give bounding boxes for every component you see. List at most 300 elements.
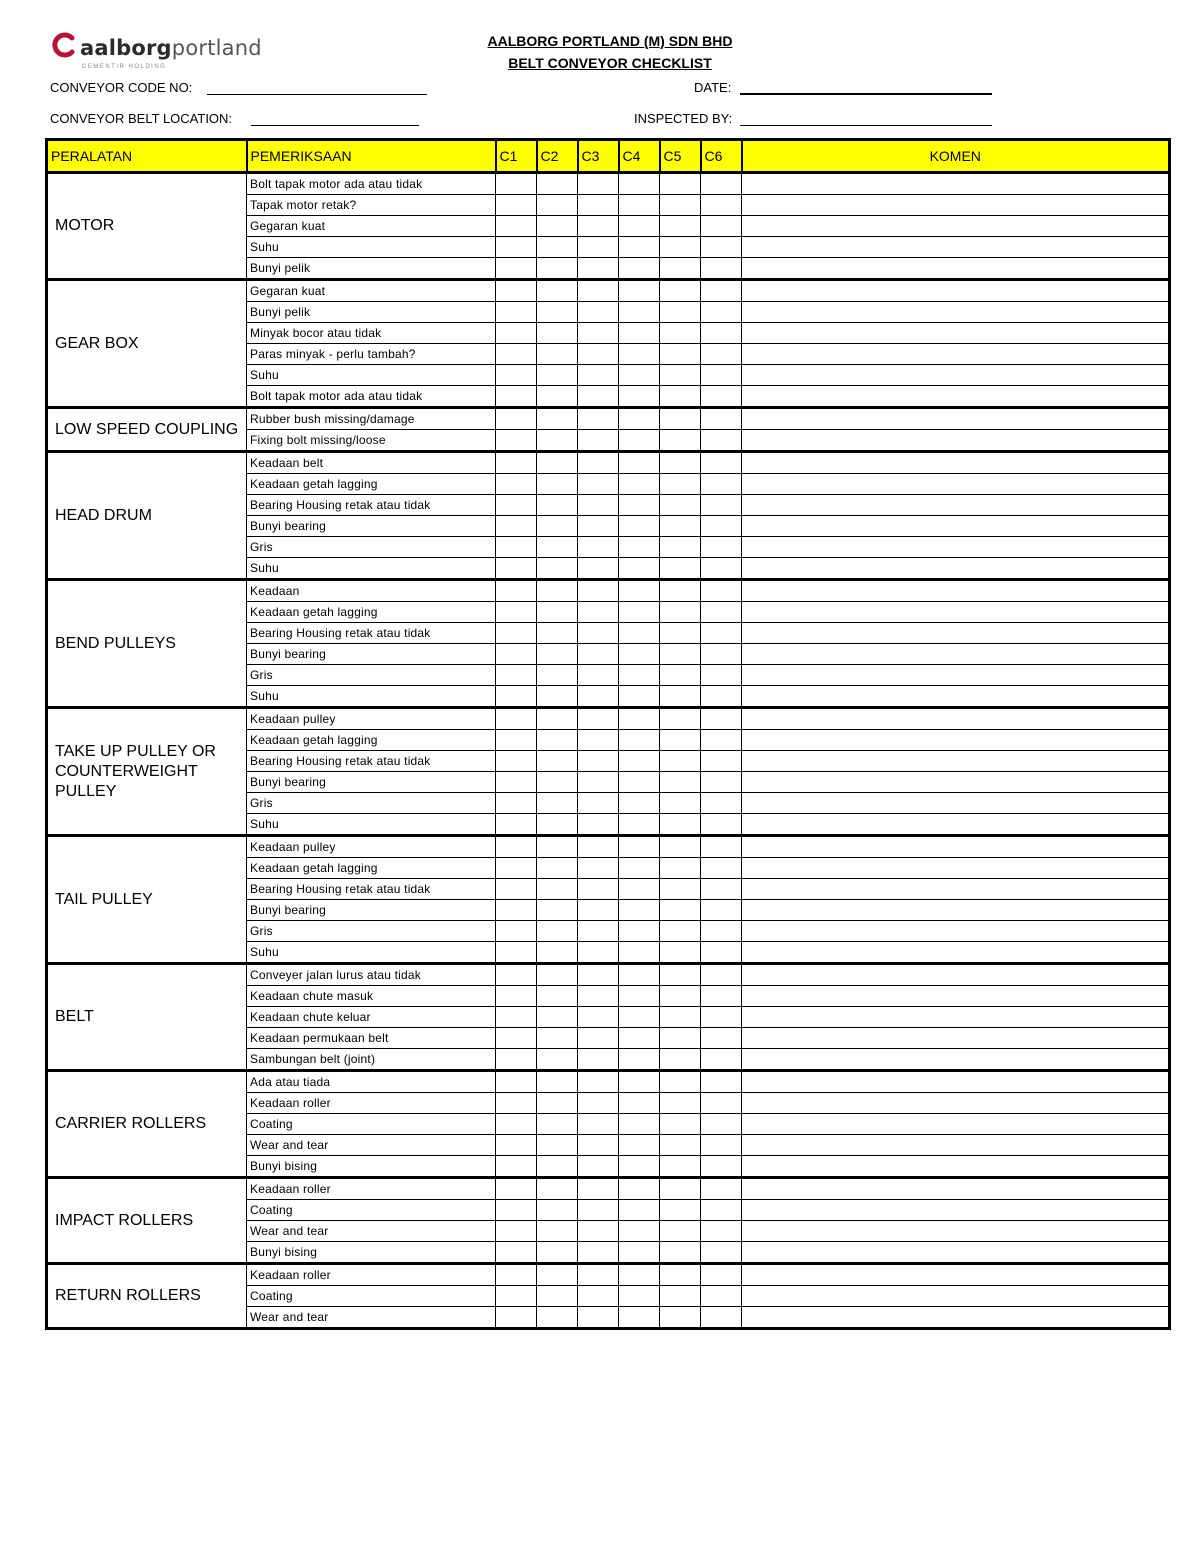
check-cell-c1[interactable] (496, 644, 537, 665)
check-cell-c2[interactable] (537, 195, 578, 216)
check-cell-c6[interactable] (701, 344, 742, 365)
check-cell-c2[interactable] (537, 1093, 578, 1114)
check-cell-c4[interactable] (619, 602, 660, 623)
check-cell-c6[interactable] (701, 216, 742, 237)
check-cell-c1[interactable] (496, 665, 537, 686)
check-cell-c2[interactable] (537, 986, 578, 1007)
check-cell-c2[interactable] (537, 836, 578, 858)
check-cell-c2[interactable] (537, 1200, 578, 1221)
comment-cell[interactable] (742, 280, 1170, 302)
check-cell-c5[interactable] (660, 537, 701, 558)
comment-cell[interactable] (742, 1156, 1170, 1178)
check-cell-c6[interactable] (701, 1264, 742, 1286)
comment-cell[interactable] (742, 537, 1170, 558)
check-cell-c1[interactable] (496, 280, 537, 302)
check-cell-c1[interactable] (496, 1049, 537, 1071)
check-cell-c4[interactable] (619, 772, 660, 793)
check-cell-c4[interactable] (619, 836, 660, 858)
check-cell-c4[interactable] (619, 879, 660, 900)
check-cell-c3[interactable] (578, 195, 619, 216)
check-cell-c4[interactable] (619, 173, 660, 195)
check-cell-c1[interactable] (496, 537, 537, 558)
check-cell-c6[interactable] (701, 258, 742, 280)
check-cell-c5[interactable] (660, 964, 701, 986)
check-cell-c3[interactable] (578, 1093, 619, 1114)
check-cell-c2[interactable] (537, 344, 578, 365)
check-cell-c2[interactable] (537, 1049, 578, 1071)
check-cell-c2[interactable] (537, 1242, 578, 1264)
check-cell-c1[interactable] (496, 474, 537, 495)
check-cell-c3[interactable] (578, 1049, 619, 1071)
check-cell-c3[interactable] (578, 793, 619, 814)
comment-cell[interactable] (742, 858, 1170, 879)
comment-cell[interactable] (742, 516, 1170, 537)
check-cell-c4[interactable] (619, 1028, 660, 1049)
check-cell-c2[interactable] (537, 964, 578, 986)
check-cell-c6[interactable] (701, 986, 742, 1007)
check-cell-c6[interactable] (701, 386, 742, 408)
check-cell-c5[interactable] (660, 708, 701, 730)
check-cell-c4[interactable] (619, 452, 660, 474)
comment-cell[interactable] (742, 344, 1170, 365)
check-cell-c4[interactable] (619, 516, 660, 537)
check-cell-c3[interactable] (578, 623, 619, 644)
check-cell-c6[interactable] (701, 195, 742, 216)
check-cell-c3[interactable] (578, 1156, 619, 1178)
check-cell-c2[interactable] (537, 558, 578, 580)
check-cell-c3[interactable] (578, 344, 619, 365)
check-cell-c1[interactable] (496, 793, 537, 814)
comment-cell[interactable] (742, 1178, 1170, 1200)
check-cell-c4[interactable] (619, 921, 660, 942)
check-cell-c4[interactable] (619, 386, 660, 408)
check-cell-c6[interactable] (701, 665, 742, 686)
check-cell-c1[interactable] (496, 921, 537, 942)
check-cell-c5[interactable] (660, 516, 701, 537)
check-cell-c5[interactable] (660, 772, 701, 793)
check-cell-c2[interactable] (537, 602, 578, 623)
comment-cell[interactable] (742, 558, 1170, 580)
check-cell-c6[interactable] (701, 602, 742, 623)
check-cell-c2[interactable] (537, 537, 578, 558)
comment-cell[interactable] (742, 302, 1170, 323)
check-cell-c4[interactable] (619, 1200, 660, 1221)
check-cell-c6[interactable] (701, 623, 742, 644)
comment-cell[interactable] (742, 365, 1170, 386)
comment-cell[interactable] (742, 1093, 1170, 1114)
comment-cell[interactable] (742, 258, 1170, 280)
check-cell-c1[interactable] (496, 558, 537, 580)
check-cell-c5[interactable] (660, 1264, 701, 1286)
check-cell-c3[interactable] (578, 258, 619, 280)
check-cell-c5[interactable] (660, 623, 701, 644)
comment-cell[interactable] (742, 237, 1170, 258)
check-cell-c4[interactable] (619, 1307, 660, 1329)
check-cell-c4[interactable] (619, 302, 660, 323)
check-cell-c4[interactable] (619, 537, 660, 558)
check-cell-c5[interactable] (660, 558, 701, 580)
check-cell-c6[interactable] (701, 430, 742, 452)
check-cell-c6[interactable] (701, 814, 742, 836)
check-cell-c1[interactable] (496, 900, 537, 921)
check-cell-c3[interactable] (578, 280, 619, 302)
check-cell-c3[interactable] (578, 323, 619, 344)
check-cell-c5[interactable] (660, 602, 701, 623)
check-cell-c1[interactable] (496, 237, 537, 258)
check-cell-c2[interactable] (537, 280, 578, 302)
check-cell-c5[interactable] (660, 1156, 701, 1178)
check-cell-c2[interactable] (537, 921, 578, 942)
check-cell-c5[interactable] (660, 408, 701, 430)
check-cell-c2[interactable] (537, 474, 578, 495)
check-cell-c5[interactable] (660, 793, 701, 814)
check-cell-c1[interactable] (496, 858, 537, 879)
check-cell-c5[interactable] (660, 280, 701, 302)
check-cell-c6[interactable] (701, 365, 742, 386)
comment-cell[interactable] (742, 942, 1170, 964)
check-cell-c2[interactable] (537, 751, 578, 772)
check-cell-c5[interactable] (660, 921, 701, 942)
check-cell-c6[interactable] (701, 323, 742, 344)
check-cell-c1[interactable] (496, 1264, 537, 1286)
check-cell-c3[interactable] (578, 814, 619, 836)
check-cell-c6[interactable] (701, 751, 742, 772)
check-cell-c5[interactable] (660, 237, 701, 258)
check-cell-c4[interactable] (619, 495, 660, 516)
check-cell-c2[interactable] (537, 1221, 578, 1242)
check-cell-c3[interactable] (578, 408, 619, 430)
comment-cell[interactable] (742, 1264, 1170, 1286)
check-cell-c4[interactable] (619, 1221, 660, 1242)
comment-cell[interactable] (742, 900, 1170, 921)
check-cell-c6[interactable] (701, 516, 742, 537)
check-cell-c4[interactable] (619, 1286, 660, 1307)
check-cell-c1[interactable] (496, 730, 537, 751)
comment-cell[interactable] (742, 793, 1170, 814)
comment-cell[interactable] (742, 836, 1170, 858)
comment-cell[interactable] (742, 921, 1170, 942)
check-cell-c4[interactable] (619, 730, 660, 751)
check-cell-c2[interactable] (537, 386, 578, 408)
check-cell-c3[interactable] (578, 1007, 619, 1028)
check-cell-c3[interactable] (578, 602, 619, 623)
check-cell-c5[interactable] (660, 1049, 701, 1071)
check-cell-c6[interactable] (701, 708, 742, 730)
date-field[interactable] (740, 93, 992, 95)
check-cell-c3[interactable] (578, 237, 619, 258)
check-cell-c3[interactable] (578, 836, 619, 858)
check-cell-c6[interactable] (701, 1200, 742, 1221)
check-cell-c6[interactable] (701, 858, 742, 879)
check-cell-c1[interactable] (496, 1114, 537, 1135)
check-cell-c6[interactable] (701, 1114, 742, 1135)
comment-cell[interactable] (742, 1307, 1170, 1329)
check-cell-c5[interactable] (660, 323, 701, 344)
check-cell-c1[interactable] (496, 1028, 537, 1049)
check-cell-c4[interactable] (619, 430, 660, 452)
check-cell-c6[interactable] (701, 474, 742, 495)
check-cell-c2[interactable] (537, 237, 578, 258)
check-cell-c2[interactable] (537, 793, 578, 814)
check-cell-c5[interactable] (660, 386, 701, 408)
check-cell-c3[interactable] (578, 1114, 619, 1135)
check-cell-c1[interactable] (496, 386, 537, 408)
check-cell-c4[interactable] (619, 1156, 660, 1178)
check-cell-c2[interactable] (537, 408, 578, 430)
check-cell-c1[interactable] (496, 408, 537, 430)
check-cell-c4[interactable] (619, 1049, 660, 1071)
comment-cell[interactable] (742, 323, 1170, 344)
check-cell-c1[interactable] (496, 686, 537, 708)
comment-cell[interactable] (742, 644, 1170, 665)
comment-cell[interactable] (742, 751, 1170, 772)
check-cell-c3[interactable] (578, 858, 619, 879)
check-cell-c2[interactable] (537, 1028, 578, 1049)
check-cell-c1[interactable] (496, 1242, 537, 1264)
check-cell-c1[interactable] (496, 986, 537, 1007)
check-cell-c5[interactable] (660, 1221, 701, 1242)
check-cell-c4[interactable] (619, 964, 660, 986)
check-cell-c4[interactable] (619, 986, 660, 1007)
check-cell-c5[interactable] (660, 644, 701, 665)
check-cell-c1[interactable] (496, 1156, 537, 1178)
inspected-by-field[interactable] (740, 125, 992, 126)
check-cell-c2[interactable] (537, 452, 578, 474)
check-cell-c3[interactable] (578, 1307, 619, 1329)
check-cell-c5[interactable] (660, 942, 701, 964)
check-cell-c1[interactable] (496, 258, 537, 280)
comment-cell[interactable] (742, 623, 1170, 644)
check-cell-c4[interactable] (619, 900, 660, 921)
check-cell-c4[interactable] (619, 365, 660, 386)
check-cell-c6[interactable] (701, 1307, 742, 1329)
check-cell-c3[interactable] (578, 580, 619, 602)
check-cell-c3[interactable] (578, 1028, 619, 1049)
check-cell-c3[interactable] (578, 1200, 619, 1221)
check-cell-c6[interactable] (701, 452, 742, 474)
check-cell-c2[interactable] (537, 814, 578, 836)
check-cell-c3[interactable] (578, 537, 619, 558)
check-cell-c1[interactable] (496, 302, 537, 323)
check-cell-c1[interactable] (496, 495, 537, 516)
comment-cell[interactable] (742, 474, 1170, 495)
check-cell-c5[interactable] (660, 814, 701, 836)
check-cell-c3[interactable] (578, 730, 619, 751)
check-cell-c2[interactable] (537, 942, 578, 964)
check-cell-c6[interactable] (701, 302, 742, 323)
check-cell-c5[interactable] (660, 302, 701, 323)
check-cell-c2[interactable] (537, 665, 578, 686)
check-cell-c6[interactable] (701, 495, 742, 516)
comment-cell[interactable] (742, 814, 1170, 836)
check-cell-c1[interactable] (496, 580, 537, 602)
check-cell-c2[interactable] (537, 1264, 578, 1286)
check-cell-c2[interactable] (537, 216, 578, 237)
check-cell-c5[interactable] (660, 1093, 701, 1114)
check-cell-c5[interactable] (660, 730, 701, 751)
check-cell-c4[interactable] (619, 665, 660, 686)
check-cell-c3[interactable] (578, 921, 619, 942)
check-cell-c6[interactable] (701, 537, 742, 558)
check-cell-c1[interactable] (496, 216, 537, 237)
check-cell-c5[interactable] (660, 1178, 701, 1200)
check-cell-c6[interactable] (701, 1135, 742, 1156)
comment-cell[interactable] (742, 1135, 1170, 1156)
check-cell-c3[interactable] (578, 302, 619, 323)
check-cell-c5[interactable] (660, 1242, 701, 1264)
check-cell-c4[interactable] (619, 216, 660, 237)
check-cell-c4[interactable] (619, 1114, 660, 1135)
comment-cell[interactable] (742, 708, 1170, 730)
check-cell-c6[interactable] (701, 1093, 742, 1114)
check-cell-c1[interactable] (496, 708, 537, 730)
check-cell-c3[interactable] (578, 686, 619, 708)
check-cell-c2[interactable] (537, 365, 578, 386)
check-cell-c3[interactable] (578, 1221, 619, 1242)
check-cell-c5[interactable] (660, 344, 701, 365)
check-cell-c4[interactable] (619, 195, 660, 216)
check-cell-c5[interactable] (660, 474, 701, 495)
check-cell-c2[interactable] (537, 1071, 578, 1093)
check-cell-c6[interactable] (701, 942, 742, 964)
check-cell-c2[interactable] (537, 1007, 578, 1028)
check-cell-c2[interactable] (537, 1114, 578, 1135)
check-cell-c2[interactable] (537, 900, 578, 921)
check-cell-c4[interactable] (619, 858, 660, 879)
check-cell-c3[interactable] (578, 986, 619, 1007)
check-cell-c5[interactable] (660, 173, 701, 195)
comment-cell[interactable] (742, 772, 1170, 793)
check-cell-c2[interactable] (537, 1307, 578, 1329)
check-cell-c3[interactable] (578, 173, 619, 195)
check-cell-c5[interactable] (660, 900, 701, 921)
check-cell-c3[interactable] (578, 1286, 619, 1307)
check-cell-c6[interactable] (701, 1049, 742, 1071)
check-cell-c6[interactable] (701, 921, 742, 942)
check-cell-c5[interactable] (660, 430, 701, 452)
check-cell-c5[interactable] (660, 452, 701, 474)
check-cell-c3[interactable] (578, 1264, 619, 1286)
check-cell-c3[interactable] (578, 386, 619, 408)
check-cell-c6[interactable] (701, 580, 742, 602)
check-cell-c1[interactable] (496, 1007, 537, 1028)
check-cell-c2[interactable] (537, 879, 578, 900)
comment-cell[interactable] (742, 495, 1170, 516)
check-cell-c4[interactable] (619, 623, 660, 644)
check-cell-c2[interactable] (537, 1156, 578, 1178)
check-cell-c2[interactable] (537, 1286, 578, 1307)
comment-cell[interactable] (742, 1007, 1170, 1028)
check-cell-c5[interactable] (660, 1114, 701, 1135)
check-cell-c6[interactable] (701, 1286, 742, 1307)
check-cell-c5[interactable] (660, 216, 701, 237)
comment-cell[interactable] (742, 452, 1170, 474)
check-cell-c5[interactable] (660, 495, 701, 516)
check-cell-c6[interactable] (701, 237, 742, 258)
check-cell-c4[interactable] (619, 580, 660, 602)
comment-cell[interactable] (742, 1028, 1170, 1049)
check-cell-c6[interactable] (701, 173, 742, 195)
check-cell-c3[interactable] (578, 1135, 619, 1156)
comment-cell[interactable] (742, 1221, 1170, 1242)
check-cell-c3[interactable] (578, 452, 619, 474)
check-cell-c1[interactable] (496, 836, 537, 858)
check-cell-c4[interactable] (619, 814, 660, 836)
check-cell-c4[interactable] (619, 237, 660, 258)
check-cell-c2[interactable] (537, 258, 578, 280)
check-cell-c3[interactable] (578, 900, 619, 921)
check-cell-c5[interactable] (660, 1007, 701, 1028)
check-cell-c2[interactable] (537, 1178, 578, 1200)
check-cell-c1[interactable] (496, 173, 537, 195)
comment-cell[interactable] (742, 1242, 1170, 1264)
check-cell-c4[interactable] (619, 1007, 660, 1028)
check-cell-c3[interactable] (578, 665, 619, 686)
check-cell-c6[interactable] (701, 964, 742, 986)
comment-cell[interactable] (742, 386, 1170, 408)
check-cell-c4[interactable] (619, 280, 660, 302)
check-cell-c1[interactable] (496, 623, 537, 644)
comment-cell[interactable] (742, 1049, 1170, 1071)
check-cell-c5[interactable] (660, 1135, 701, 1156)
check-cell-c5[interactable] (660, 195, 701, 216)
check-cell-c1[interactable] (496, 1093, 537, 1114)
check-cell-c1[interactable] (496, 1221, 537, 1242)
check-cell-c4[interactable] (619, 1178, 660, 1200)
comment-cell[interactable] (742, 879, 1170, 900)
comment-cell[interactable] (742, 1200, 1170, 1221)
check-cell-c3[interactable] (578, 879, 619, 900)
check-cell-c4[interactable] (619, 408, 660, 430)
check-cell-c6[interactable] (701, 1178, 742, 1200)
check-cell-c3[interactable] (578, 751, 619, 772)
check-cell-c5[interactable] (660, 1028, 701, 1049)
check-cell-c1[interactable] (496, 814, 537, 836)
check-cell-c6[interactable] (701, 1071, 742, 1093)
check-cell-c2[interactable] (537, 623, 578, 644)
check-cell-c6[interactable] (701, 280, 742, 302)
check-cell-c3[interactable] (578, 708, 619, 730)
check-cell-c4[interactable] (619, 558, 660, 580)
comment-cell[interactable] (742, 216, 1170, 237)
comment-cell[interactable] (742, 986, 1170, 1007)
check-cell-c4[interactable] (619, 474, 660, 495)
check-cell-c2[interactable] (537, 772, 578, 793)
check-cell-c2[interactable] (537, 686, 578, 708)
check-cell-c1[interactable] (496, 1135, 537, 1156)
check-cell-c3[interactable] (578, 495, 619, 516)
check-cell-c5[interactable] (660, 836, 701, 858)
check-cell-c6[interactable] (701, 730, 742, 751)
check-cell-c3[interactable] (578, 365, 619, 386)
check-cell-c5[interactable] (660, 1200, 701, 1221)
check-cell-c2[interactable] (537, 580, 578, 602)
check-cell-c1[interactable] (496, 772, 537, 793)
check-cell-c1[interactable] (496, 751, 537, 772)
check-cell-c1[interactable] (496, 1178, 537, 1200)
check-cell-c2[interactable] (537, 1135, 578, 1156)
check-cell-c3[interactable] (578, 474, 619, 495)
comment-cell[interactable] (742, 1114, 1170, 1135)
check-cell-c3[interactable] (578, 1178, 619, 1200)
check-cell-c5[interactable] (660, 1307, 701, 1329)
check-cell-c4[interactable] (619, 942, 660, 964)
check-cell-c1[interactable] (496, 1307, 537, 1329)
comment-cell[interactable] (742, 1071, 1170, 1093)
check-cell-c1[interactable] (496, 964, 537, 986)
check-cell-c1[interactable] (496, 195, 537, 216)
check-cell-c1[interactable] (496, 452, 537, 474)
